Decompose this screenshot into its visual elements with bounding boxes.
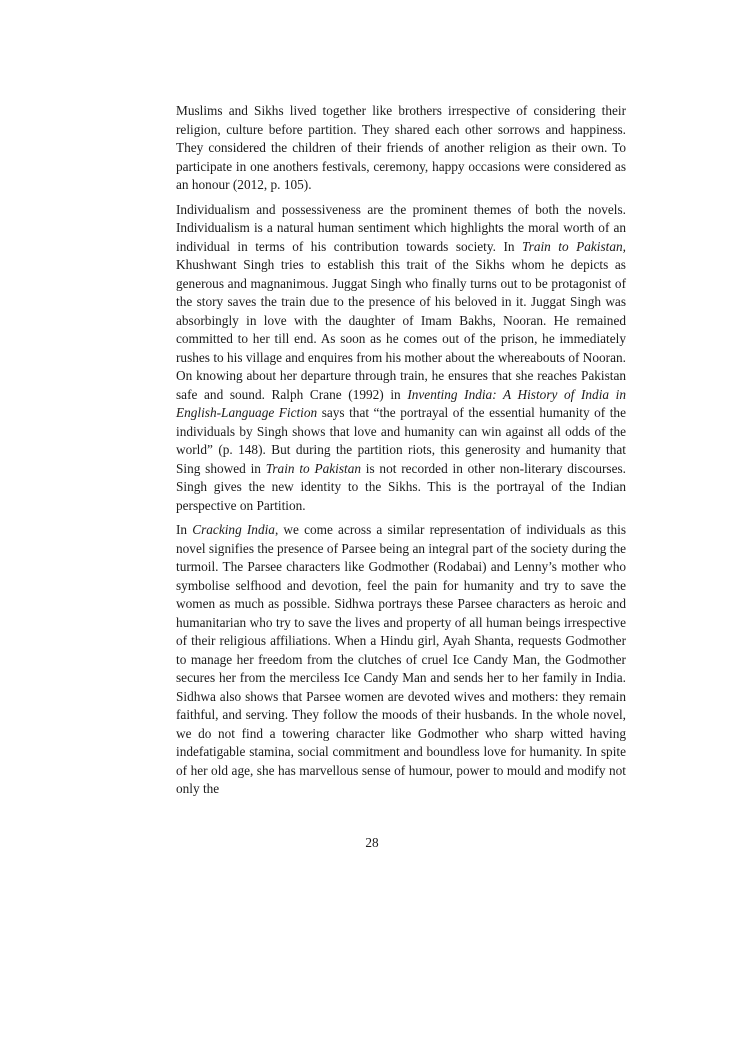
page-number: 28 xyxy=(365,835,379,850)
book-title: Train to Pakistan, xyxy=(522,238,626,254)
text-segment: , we come across a similar representation of individuals as this novel signifies the presence of Parsee being an integral part of the society during the turmoil. The Parsee characters like Godmother (Rodabai) and Lenny’s mother who symbolise selfhood and devotion, feel the pain for humanity and try to save the women as much as possible. Sidhwa portrays these Parsee characters as heroic and humanitarian who try to save the lives and property of all human beings irrespective of their religious affiliations. When a Hindu girl, Ayah Shanta, requests Godmother to manage her freedom from the clutches of cruel Ice Candy Man, the Godmother secures her from the merciless Ice Candy Man and sends her to her family in India. Sidhwa also shows that Parsee women are devoted wives and mothers: they remain faithful, and serving. They follow the moods of their husbands. In the whole novel, we do not find a towering character like Godmother who sharp witted having indefatigable stamina, social commitment and boundless love for humanity. In spite of her old age, she has marvellous sense of humour, power to mould and modify not only the xyxy=(176,522,626,796)
text-segment: is not recorded in other non-literary discourses. Singh gives the new identity to the Sikhs. This is the portrayal of the Indian perspective on Partition. xyxy=(176,460,627,513)
book-title: Inventing India: A History of India in English-Language Fiction xyxy=(176,386,626,420)
book-title: Cracking India xyxy=(192,522,275,537)
text-segment: Muslims and Sikhs lived together like brothers irrespective of considering their religion, culture before partition. They shared each other sorrows and happiness. They considered the children of their friends of another religion as their own. To participate in one anothers festivals, ceremony, happy occasions were considered as an honour (2012, p. 105). xyxy=(176,103,626,192)
text-segment: says that “the portrayal of the essential humanity of the individuals by Singh shows that love and humanity can win against all odds of the world” (p. 148). But during the partition riots, this generosity and humanity that Sing showed in xyxy=(176,405,626,476)
paragraph-individualism xyxy=(176,201,626,516)
text-segment: Khushwant Singh tries to establish this trait of the Sikhs whom he depicts as generous and magnanimous. Juggat Singh who finally turns out to be protagonist of the story saves the train due to the presence of his beloved in it. Juggat Singh was absorbingly in love with the daughter of Imam Bakhs, Nooran. He remained committed to her till end. As soon as he comes out of the prison, he immediately rushes to his village and enquires from his mother about the whereabouts of Nooran. On knowing about her departure through train, he ensures that she reaches Pakistan safe and sound. Ralph Crane (1992) in xyxy=(176,257,626,402)
paragraph-cracking-india xyxy=(176,521,626,799)
text-segment: In xyxy=(176,522,193,537)
paragraph-quote xyxy=(176,102,626,195)
book-title: Train to Pakistan xyxy=(265,460,361,476)
body-text xyxy=(176,102,626,805)
text-segment: Individualism and possessiveness are the prominent themes of both the novels. Individualism is a natural human sentiment which highlights the moral worth of an individual in terms of his contribution towards society. In xyxy=(176,201,626,254)
